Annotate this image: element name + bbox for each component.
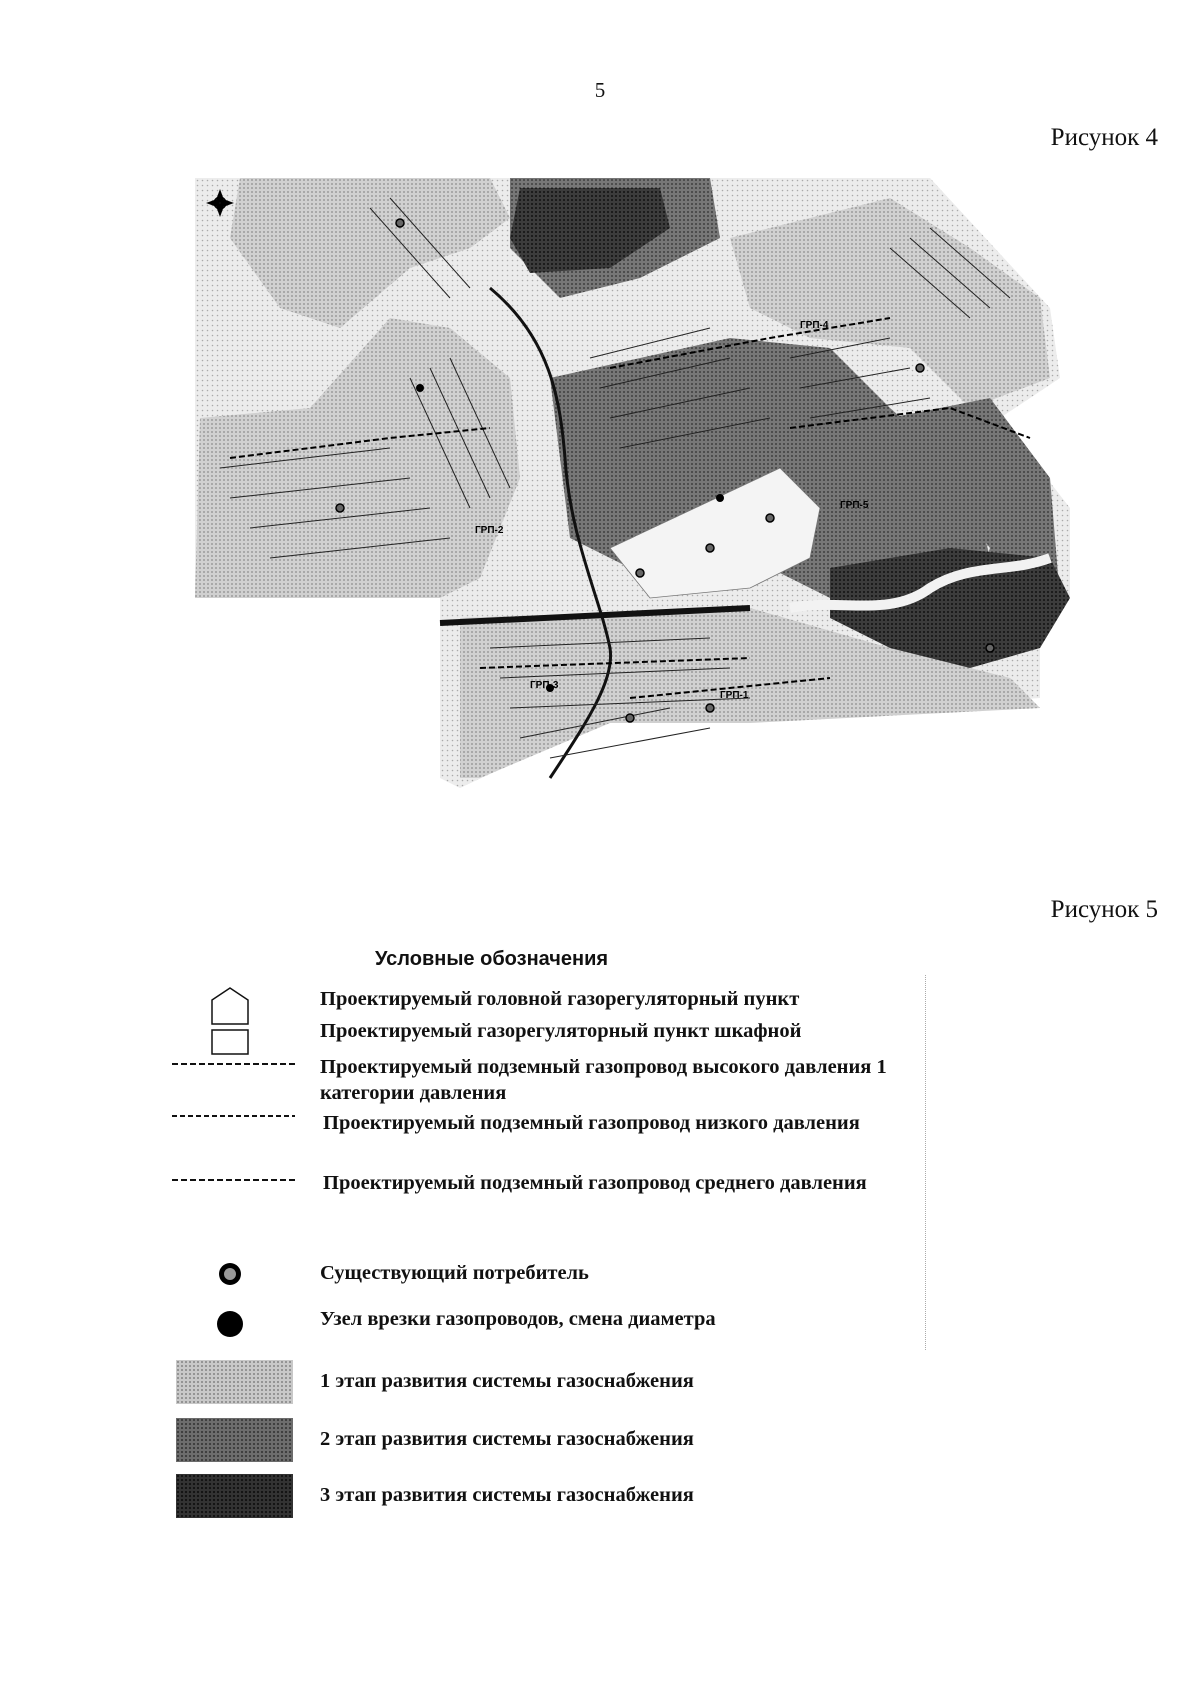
high-pressure-line-icon — [170, 1054, 300, 1104]
grp-4-label: ГРП-4 — [800, 320, 829, 331]
legend-text-stage-3: 3 этап развития системы газоснабжения — [320, 1484, 694, 1506]
legend-text-consumer: Существующий потребитель — [320, 1262, 589, 1284]
low-pressure-line-icon — [170, 1110, 300, 1160]
consumer-icon — [170, 1260, 300, 1310]
map-svg — [190, 178, 1150, 858]
legend-text-head-grp: Проектируемый головной газорегуляторный пункт — [320, 988, 800, 1010]
legend-title: Условные обозначения — [375, 948, 609, 970]
grp-5-label: ГРП-5 — [840, 500, 869, 511]
figure-5-caption: Рисунок 5 — [1050, 896, 1158, 923]
gas-supply-map — [190, 178, 1150, 858]
grp-3-label: ГРП-3 — [530, 680, 559, 691]
stage-3-swatch — [176, 1474, 293, 1518]
legend-text-low-pressure: Проектируемый подземный газопровод низкого давления — [323, 1112, 860, 1134]
grp-2-label: ГРП-2 — [475, 525, 504, 536]
stage-2-swatch — [176, 1418, 293, 1462]
legend-text-stage-2: 2 этап развития системы газоснабжения — [320, 1428, 694, 1450]
legend-text-stage-1: 1 этап развития системы газоснабжения — [320, 1370, 694, 1392]
legend-text-medium-pressure: Проектируемый подземный газопровод среднего давления — [323, 1172, 867, 1194]
grp-1-label: ГРП-1 — [720, 690, 749, 701]
map-legend — [170, 948, 950, 1548]
medium-pressure-line-icon — [170, 1170, 300, 1220]
stage-1-swatch — [176, 1360, 293, 1404]
figure-4-caption: Рисунок 4 — [1050, 124, 1158, 151]
legend-text-cabinet-grp: Проектируемый газорегуляторный пункт шкафной — [320, 1020, 802, 1042]
junction-icon — [170, 1306, 300, 1356]
legend-text-junction: Узел врезки газопроводов, смена диаметра — [320, 1308, 716, 1330]
legend-text-high-pressure: Проектируемый подземный газопровод высокого давления 1 категории давления — [320, 1056, 887, 1104]
page-number: 5 — [594, 78, 606, 102]
